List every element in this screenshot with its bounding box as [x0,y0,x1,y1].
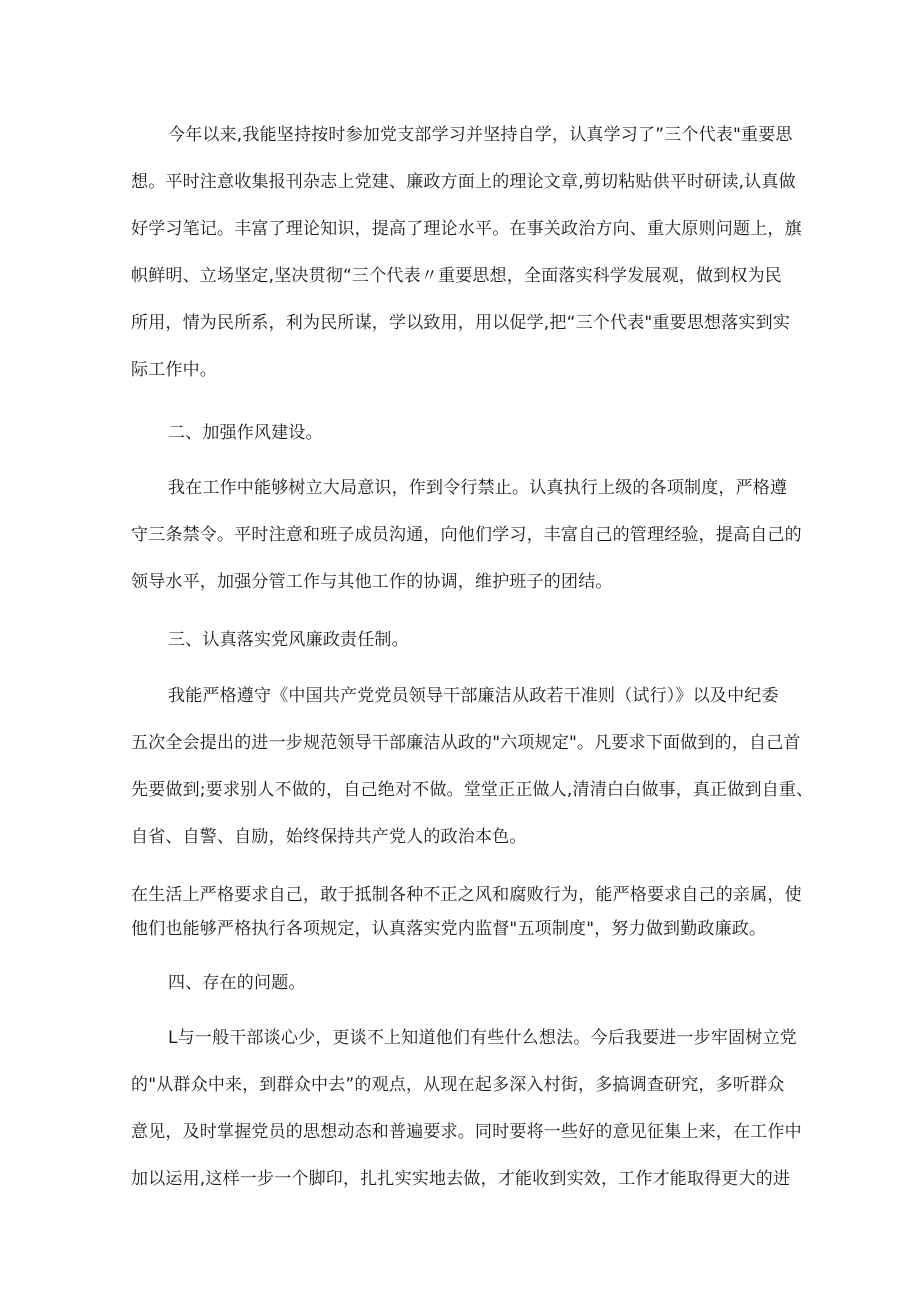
paragraph-integrity [131,673,814,861]
text-line: 我能严格遵守《中国共产党党员领导干部廉洁从政若干准则（试行）》以及中纪委 [168,686,779,706]
text-line: 我在工作中能够树立大局意识，作到令行禁止。认真执行上级的各项制度，严格遵 [168,478,788,498]
heading-text: 二、加强作风建设。 [168,423,323,443]
text-line: 的"从群众中来，到群众中去”的观点，从现在起多深入村街，多搞调查研究，多听群众 [131,1075,785,1095]
text-line: 际工作中。 [131,360,217,380]
text-line: 加以运用,这样一步一个脚印，扎扎实实地去做，才能收到实效，工作才能取得更大的进 [131,1169,791,1189]
text-line: 五次全会提出的进一步规范领导干部廉洁从政的"六项规定"。凡要求下面做到的，自己首 [131,733,801,753]
section-heading-2 [131,410,795,457]
text-line: 意见，及时掌握党员的思想动态和普遍要求。同时要将一些好的意见征集上来，在工作中 [131,1122,802,1142]
text-line: 守三条禁令。平时注意和班子成员沟通，向他们学习，丰富自己的管理经验，提高自己的 [131,525,802,545]
text-line: 先要做到;要求别人不做的，自己绝对不做。堂堂正正做人,清清白白做事，真正做到自重、 [131,780,814,800]
text-line: 想。平时注意收集报刊杂志上党建、廉政方面上的理论文章,剪切粘贴供平时研读,认真做 [131,172,796,192]
section-heading-3 [131,617,795,664]
section-heading-4 [131,960,795,1007]
paragraph-work-style [131,465,802,606]
text-line: 好学习笔记。丰富了理论知识，提高了理论水平。在事关政治方向、重大原则问题上，旗 [131,219,802,239]
text-line: 帜鲜明、立场坚定,坚决贯彻“三个代表〃重要思想，全面落实科学发展观，做到权为民 [131,266,783,286]
text-line: 所用，情为民所系，利为民所谋，学以致用，用以促学,把“三个代表"重要思想落实到实 [131,313,791,333]
heading-text: 四、存在的问题。 [168,973,306,993]
heading-text: 三、认真落实党风廉政责任制。 [168,630,409,650]
text-line: 领导水平，加强分管工作与其他工作的协调，维护班子的团结。 [131,572,613,592]
paragraph-study [131,112,802,394]
paragraph-personal-life [131,878,802,946]
text-line: 在生活上严格要求自己，敢于抵制各种不正之风和腐败行为，能严格要求自己的亲属，使 [131,885,802,905]
text-line: 自省、自警、自励，始终保持共产党人的政治本色。 [131,827,527,847]
text-line: L与一般干部谈心少，更谈不上知道他们有些什么想法。今后我要进一步牢固树立党 [168,1028,797,1048]
text-line: 今年以来,我能坚持按时参加党支部学习并坚持自学，认真学习了”三个代表"重要思 [168,125,793,145]
text-line: 他们也能够严格执行各项规定，认真落实党内监督"五项制度"，努力做到勤政廉政。 [131,919,767,939]
paragraph-problems [131,1015,802,1203]
